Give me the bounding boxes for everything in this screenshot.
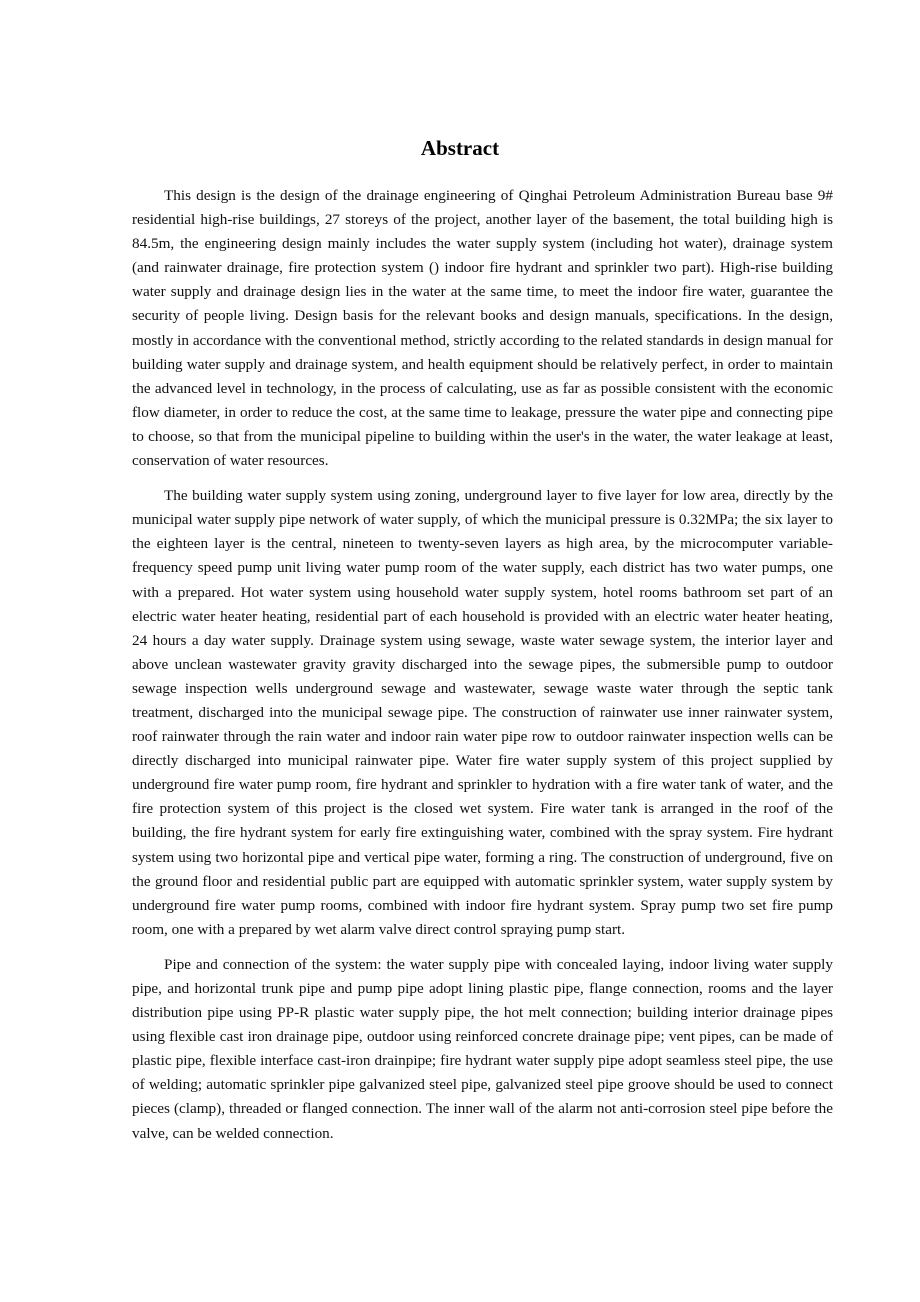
abstract-body [132,184,833,1157]
paragraph-1: This design is the design of the drainage engineering of Qinghai Petroleum Administration Bureau base 9# residential high-rise buildings, 27 storeys of the project, another layer of the basement, the total building high is 84.5m, the engineering design mainly includes the water supply system (including hot water), drainage system (and rainwater drainage, fire protection system () indoor fire hydrant and sprinkler two part). High-rise building water supply and drainage design lies in the water at the same time, to meet the indoor fire water, guarantee the security of people living. Design basis for the relevant books and design manuals, specifications. In the design, mostly in accordance with the conventional method, strictly according to the related standards in design manual for building water supply and drainage system, and health equipment should be relatively perfect, in order to maintain the advanced level in technology, in the process of calculating, use as far as possible consistent with the economic flow diameter, in order to reduce the cost, at the same time to leakage, pressure the water pipe and connecting pipe to choose, so that from the municipal pipeline to building within the user's in the water, the water leakage at least, conservation of water resources. [132,187,833,470]
paragraph-2: The building water supply system using zoning, underground layer to five layer for low area, directly by the municipal water supply pipe network of water supply, of which the municipal pressure is 0.32MPa; the six layer to the eighteen layer is the central, nineteen to twenty-seven layers as high area, by the microcomputer variable-frequency speed pump unit living water pump room of the water supply, each district has two water pumps, one with a prepared. Hot water system using household water supply system, hotel rooms bathroom set part of an electric water heater heating, residential part of each household is provided with an electric water heater heating, 24 hours a day water supply. Drainage system using sewage, waste water sewage system, the interior layer and above unclean wastewater gravity gravity discharged into the sewage pipes, the submersible pump to outdoor sewage inspection wells underground sewage and wastewater, sewage waste water through the septic tank treatment, discharged into the municipal sewage pipe. The construction of rainwater use inner rainwater system, roof rainwater through the rain water and indoor rain water pipe row to outdoor rainwater inspection wells can be directly discharged into municipal rainwater pipe. Water fire water supply system of this project supplied by underground fire water pump room, fire hydrant and sprinkler to hydration with a fire water tank of water, and the fire protection system of this project is the closed wet system. Fire water tank is arranged in the roof of the building, the fire hydrant system for early fire extinguishing water, combined with the spray system. Fire hydrant system using two horizontal pipe and vertical pipe water, forming a ring. The construction of underground, five on the ground floor and residential public part are equipped with automatic sprinkler system, water supply system by underground fire water pump rooms, combined with indoor fire hydrant system. Spray pump two set fire pump room, one with a prepared by wet alarm valve direct control spraying pump start. [132,487,833,938]
paragraph-3: Pipe and connection of the system: the water supply pipe with concealed laying, indoor living water supply pipe, and horizontal trunk pipe and pump pipe adopt lining plastic pipe, flange connection, rooms and the layer distribution pipe using PP-R plastic water supply pipe, the hot melt connection; building interior drainage pipes using flexible cast iron drainage pipe, outdoor using reinforced concrete drainage pipe; vent pipes, can be made of plastic pipe, flexible interface cast-iron drainpipe; fire hydrant water supply pipe adopt seamless steel pipe, the use of welding; automatic sprinkler pipe galvanized steel pipe, galvanized steel pipe groove should be used to connect pieces (clamp), threaded or flanged connection. The inner wall of the alarm not anti-corrosion steel pipe before the valve, can be welded connection. [132,955,833,1142]
page-title: Abstract [420,136,500,160]
